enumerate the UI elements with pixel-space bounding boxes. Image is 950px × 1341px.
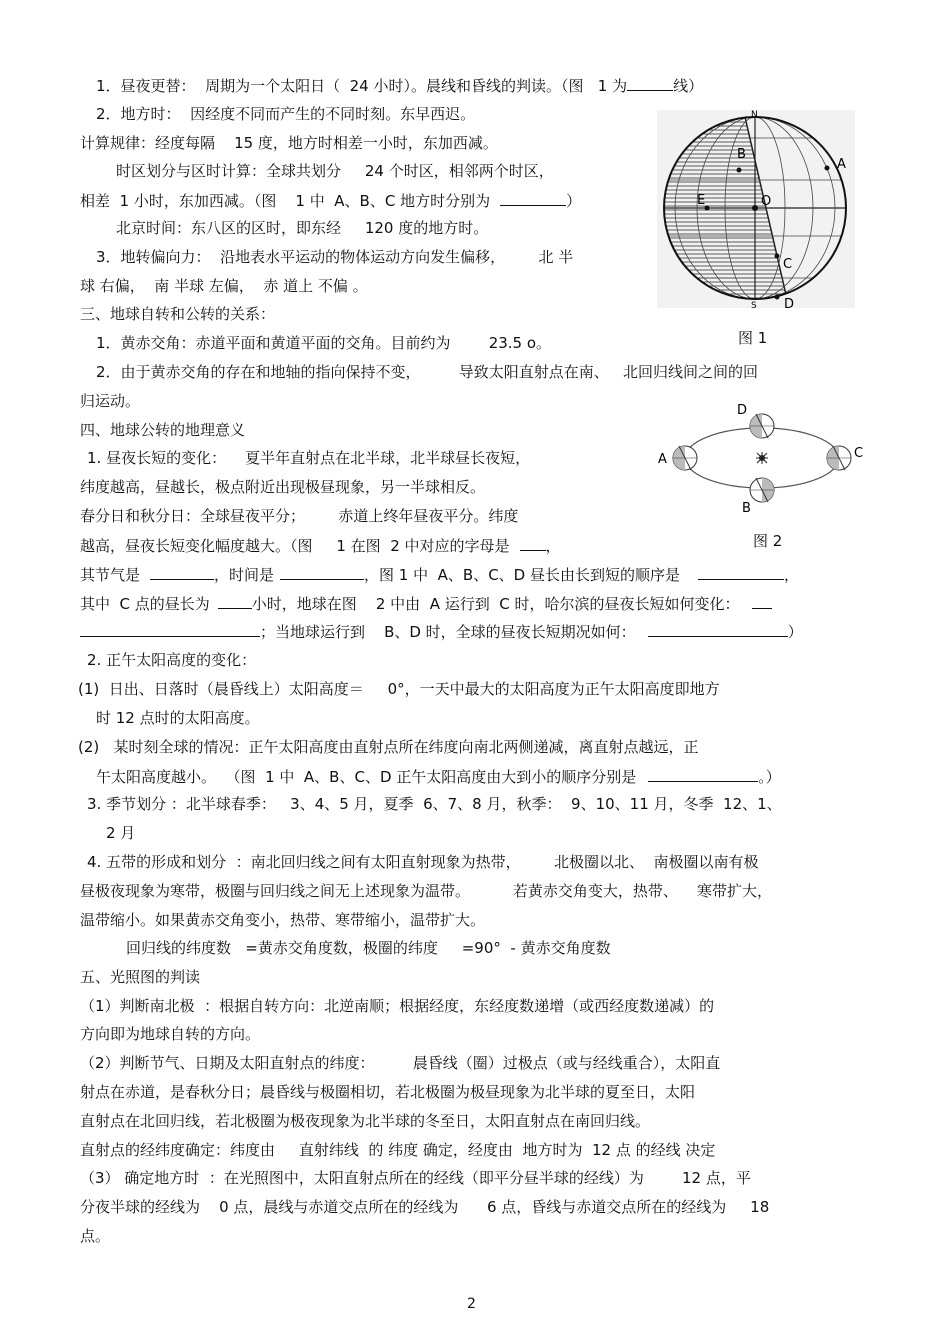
text-line-14: 1. 昼夜长短的变化： 夏半年直射点在北半球，北半球昼长夜短，: [87, 449, 531, 467]
label-B: B: [737, 147, 746, 162]
text-line-8: 球 右偏， 南 半球 左偏， 赤 道上 不偏 。: [80, 277, 368, 295]
figure-2-orbit: [655, 400, 870, 520]
text-line-4: 时区划分与区时计算：全球共划分 24 个时区，相邻两个时区，: [116, 162, 554, 180]
text-line-33: （1）判断南北极 ：根据自转方向：北逆南顺；根据经度，东经度数递增（或西经度数递减）的: [80, 997, 715, 1015]
fill-blank[interactable]: [520, 535, 546, 551]
fill-blank[interactable]: [648, 621, 788, 637]
earth-C: [827, 446, 851, 470]
label-C: C: [854, 446, 864, 461]
text-line-11: 2．由于黄赤交角的存在和地轴的指向保持不变， 导致太阳直射点在南、 北回归线间之间的回: [96, 363, 758, 381]
section-heading-4: 四、地球公转的地理意义: [80, 421, 246, 439]
earth-A: [673, 446, 697, 470]
label-O: O: [761, 194, 772, 209]
text-line-3: 计算规律：经度每隔 15 度，地方时相差一小时，东加西减。: [80, 134, 498, 152]
fill-blank[interactable]: [218, 593, 252, 609]
text-line-38: 直射点的经纬度确定：纬度由 直射纬线 的 纬度 确定，经度由 地方时为 12 点 的经线 决定: [80, 1141, 716, 1159]
text-line-34: 方向即为地球自转的方向。: [80, 1025, 261, 1043]
earth-B: [750, 478, 774, 502]
label-A: A: [658, 452, 667, 467]
text-line-35: （2）判断节气、日期及太阳直射点的纬度： 晨昏线（圈）过极点（或与经线重合），太阳直: [80, 1054, 721, 1072]
page-number: 2: [467, 1296, 476, 1312]
figure-1-caption: 图 1: [738, 329, 768, 347]
label-A: A: [837, 157, 846, 172]
text-line-6: 北京时间：东八区的区时，即东经 120 度的地方时。: [116, 219, 489, 237]
text-line-19: 其中 C 点的昼长为 小时，地球在图 2 中由 A 运行到 C 时，哈尔滨的昼夜长短如何变化：: [80, 593, 772, 614]
text-line-20: ；当地球运行到 B、D 时，全球的昼夜长短期况如何： ）: [80, 621, 803, 642]
text-line-15: 纬度越高，昼越长，极点附近出现极昼现象，另一半球相反。: [80, 478, 486, 496]
figure-1-globe: [655, 108, 860, 313]
text-line-12: 归运动。: [80, 392, 141, 410]
text-line-1: 1．昼夜更替： 周期为一个太阳日（ 24 小时）。晨线和昏线的判读。（图 1 为 线）: [96, 77, 704, 95]
fill-blank[interactable]: [698, 564, 784, 580]
text-line-29: 昼极夜现象为寒带，极圈与回归线之间无上述现象为温带。 若黄赤交角变大，热带、 寒带扩大，: [80, 882, 772, 900]
label-D: D: [784, 297, 795, 312]
text-line-31: 回归线的纬度数 =黄赤交角度数，极圈的纬度 =90° - 黄赤交角度数: [126, 939, 611, 957]
earth-D: [750, 414, 774, 438]
section-heading-5: 五、光照图的判读: [80, 968, 201, 986]
text-line-27: 2 月: [106, 824, 136, 842]
label-B: B: [742, 501, 751, 516]
text-line-26: 3. 季节划分 ：北半球春季： 3、4、5 月，夏季 6、7、8 月，秋季： 9、10、11 月，冬季 12、1、: [87, 795, 782, 813]
fill-blank[interactable]: [627, 75, 673, 91]
fill-blank[interactable]: [80, 621, 260, 637]
fill-blank[interactable]: [150, 564, 214, 580]
text-line-30: 温带缩小。如果黄赤交角变小，热带、寒带缩小，温带扩大。: [80, 911, 486, 929]
text-line-36: 射点在赤道，是春秋分日；晨昏线与极圈相切，若北极圈为极昼现象为北半球的夏至日，太阳: [80, 1083, 696, 1101]
text-line-21: 2. 正午太阳高度的变化：: [87, 651, 257, 669]
text-line-22: (1) 日出、日落时（晨昏线上）太阳高度＝ 0°，一天中最大的太阳高度为正午太阳高度即地方: [78, 680, 720, 698]
label-E: E: [697, 193, 706, 208]
text-line-17: 越高，昼夜长短变化幅度越大。（图 1 在图 2 中对应的字母是 ，: [80, 537, 561, 555]
text-line-40: 分夜半球的经线为 0 点，晨线与赤道交点所在的经线为 6 点，昏线与赤道交点所在的经线为 18: [80, 1198, 770, 1216]
text-line-24: (2) 某时刻全球的情况：正午太阳高度由直射点所在纬度向南北两侧递减，离直射点越远，正: [78, 738, 699, 756]
text-line-39: （3） 确定地方时 ：在光照图中，太阳直射点所在的经线（即平分昼半球的经线）为 12 点，平: [80, 1169, 751, 1187]
section-heading-3: 三、地球自转和公转的关系：: [80, 305, 276, 323]
text-line-16: 春分日和秋分日：全球昼夜平分； 赤道上终年昼夜平分。纬度: [80, 507, 519, 525]
label-D: D: [737, 403, 748, 418]
label-S: S: [751, 301, 757, 311]
text-line-37: 直射点在北回归线，若北极圈为极夜现象为北半球的冬至日，太阳直射点在南回归线。: [80, 1112, 651, 1130]
label-C: C: [783, 257, 793, 272]
text-line-2: 2．地方时： 因经度不同而产生的不同时刻。东早西迟。: [96, 105, 476, 123]
fill-blank[interactable]: [500, 190, 566, 206]
figure-2-caption: 图 2: [753, 532, 783, 550]
fill-blank[interactable]: [752, 593, 772, 609]
fill-blank[interactable]: [648, 766, 758, 782]
text-line-28: 4. 五带的形成和划分 ：南北回归线之间有太阳直射现象为热带， 北极圈以北、 南极圈以南有极: [87, 853, 759, 871]
label-N: N: [751, 110, 758, 120]
text-line-18: 其节气是 ，时间是 ，图 1 中 A、B、C、D 昼长由长到短的顺序是 ，: [80, 566, 800, 584]
text-line-41: 点。: [80, 1227, 111, 1245]
text-line-10: 1．黄赤交角：赤道平面和黄道平面的交角。目前约为 23.5 o。: [96, 334, 552, 352]
text-line-25: 午太阳高度越小。 （图 1 中 A、B、C、D 正午太阳高度由大到小的顺序分别是 。）: [96, 768, 781, 786]
text-line-7: 3．地转偏向力： 沿地表水平运动的物体运动方向发生偏移， 北 半: [96, 248, 574, 266]
text-line-23: 时 12 点时的太阳高度。: [96, 709, 260, 727]
text-line-5: 相差 1 小时，东加西减。（图 1 中 A、B、C 地方时分别为 ）: [80, 192, 582, 210]
fill-blank[interactable]: [280, 564, 364, 580]
